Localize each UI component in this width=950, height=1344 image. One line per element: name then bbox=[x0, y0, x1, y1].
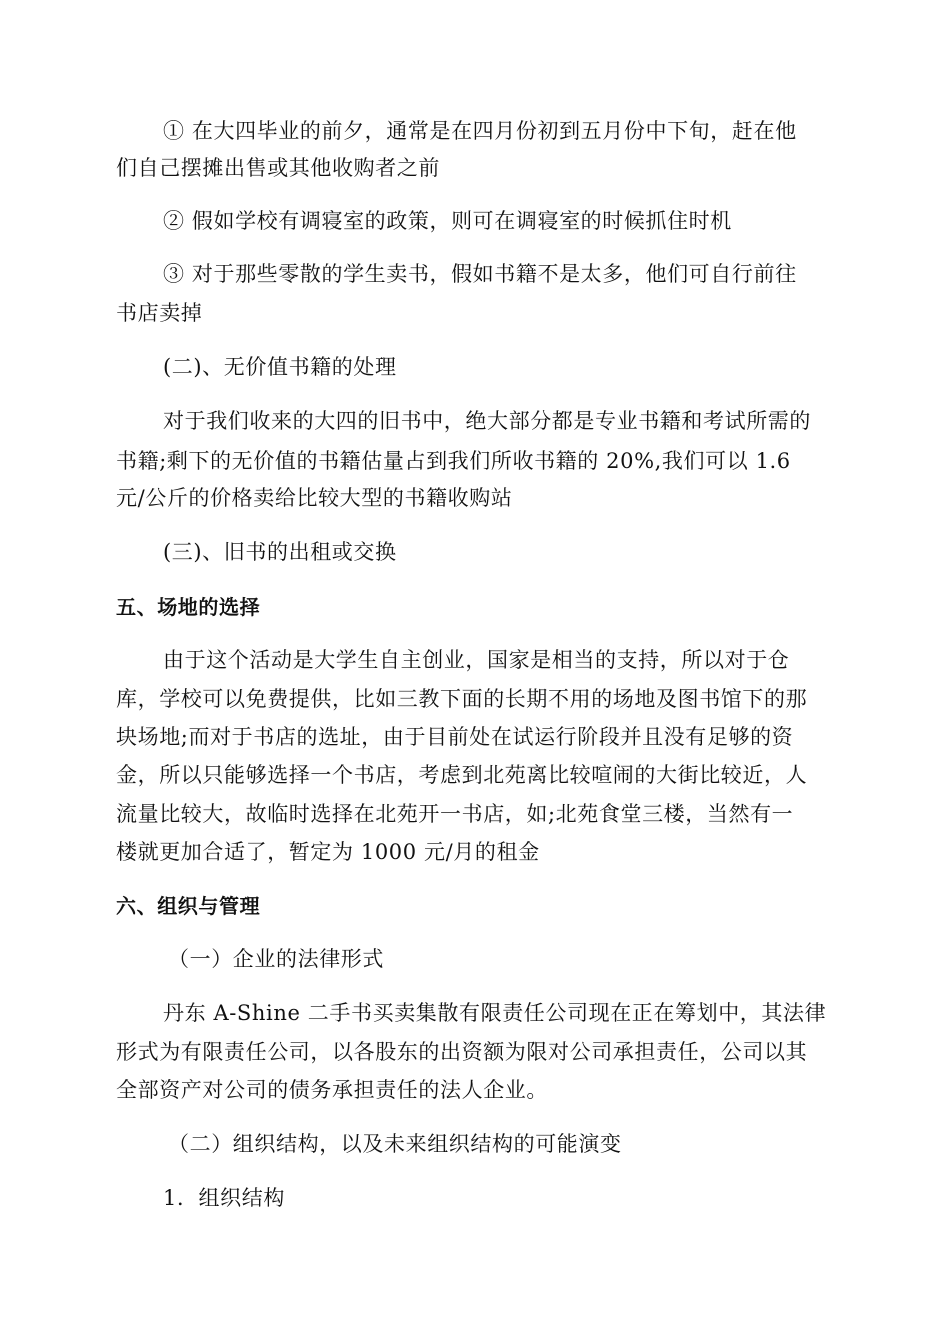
subheading: (二)、无价值书籍的处理 bbox=[163, 355, 397, 379]
paragraph-line: 们自己摆摊出售或其他收购者之前 bbox=[116, 156, 440, 180]
section-heading: 五、场地的选择 bbox=[116, 595, 261, 619]
paragraph-line: 由于这个活动是大学生自主创业，国家是相当的支持，所以对于仓 bbox=[163, 648, 790, 672]
subheading: (三)、旧书的出租或交换 bbox=[163, 540, 397, 564]
paragraph-line: 库，学校可以免费提供，比如三教下面的长期不用的场地及图书馆下的那 bbox=[116, 687, 808, 711]
paragraph-line: 块场地;而对于书店的选址，由于目前处在试运行阶段并且没有足够的资 bbox=[116, 725, 794, 749]
paragraph-line: ③ 对于那些零散的学生卖书，假如书籍不是太多，他们可自行前往 bbox=[163, 262, 797, 286]
paragraph-line: 金，所以只能够选择一个书店，考虑到北苑离比较喧闹的大街比较近，人 bbox=[116, 763, 808, 787]
paragraph-line: 书籍;剩下的无价值的书籍估量占到我们所收书籍的 20%,我们可以 1.6 bbox=[116, 449, 791, 473]
subheading: 1．组织结构 bbox=[163, 1186, 285, 1210]
paragraph-line: 形式为有限责任公司，以各股东的出资额为限对公司承担责任，公司以其 bbox=[116, 1040, 808, 1064]
section-heading: 六、组织与管理 bbox=[116, 894, 261, 918]
paragraph-line: 楼就更加合适了，暂定为 1000 元/月的租金 bbox=[116, 840, 540, 864]
subheading: （一）企业的法律形式 bbox=[168, 947, 384, 971]
paragraph-line: 书店卖掉 bbox=[116, 301, 203, 325]
paragraph-line: ② 假如学校有调寝室的政策，则可在调寝室的时候抓住时机 bbox=[163, 209, 732, 233]
paragraph-line: 全部资产对公司的债务承担责任的法人企业。 bbox=[116, 1078, 548, 1102]
paragraph-line: 丹东 A-Shine 二手书买卖集散有限责任公司现在正在筹划中，其法律 bbox=[163, 1001, 827, 1025]
paragraph-line: 元/公斤的价格卖给比较大型的书籍收购站 bbox=[116, 486, 513, 510]
paragraph-line: 对于我们收来的大四的旧书中，绝大部分都是专业书籍和考试所需的 bbox=[163, 409, 811, 433]
paragraph-line: 流量比较大，故临时选择在北苑开一书店，如;北苑食堂三楼，当然有一 bbox=[116, 802, 794, 826]
paragraph-line: ① 在大四毕业的前夕，通常是在四月份初到五月份中下旬，赶在他 bbox=[163, 119, 797, 143]
subheading: （二）组织结构，以及未来组织结构的可能演变 bbox=[168, 1132, 622, 1156]
